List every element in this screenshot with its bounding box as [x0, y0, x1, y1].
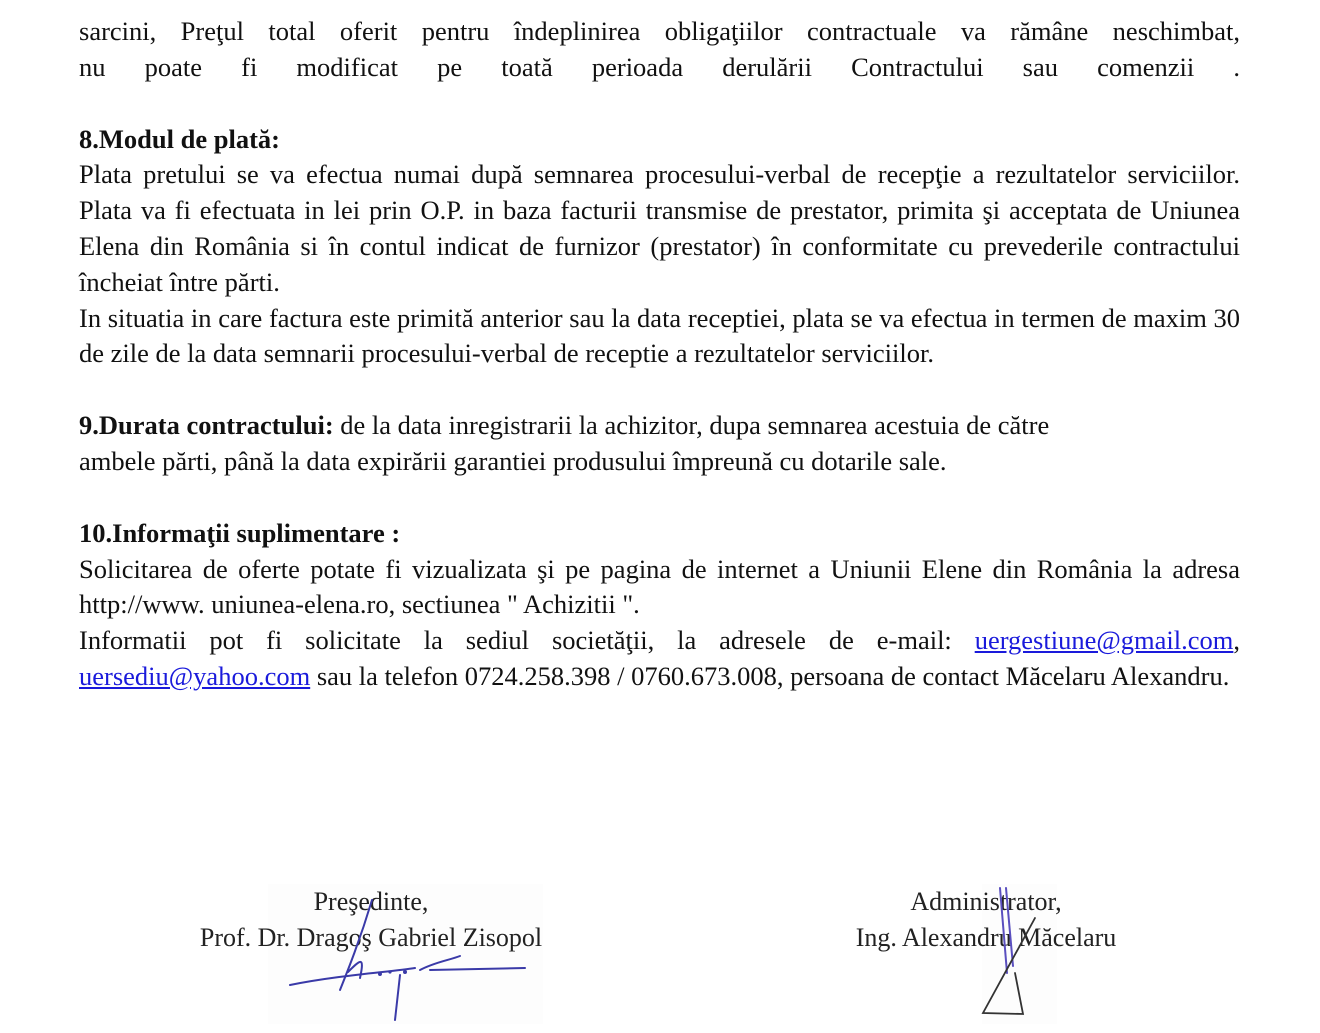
administrator-role: Administrator,: [910, 887, 1062, 916]
section7-line2: nu poate fi modificat pe toată perioada derulării Contractului sau comenzii .: [79, 51, 1240, 82]
email-link-uergestiune[interactable]: uergestiune@gmail.com: [974, 625, 1234, 656]
stroke-5: [420, 956, 460, 970]
contact-suffix: sau la telefon 0724.258.398 / 0760.673.008, persoana de contact Măcelaru Alexandru.: [310, 660, 1230, 691]
stroke-1: [1000, 888, 1007, 973]
president-role: Preşedinte,: [313, 887, 429, 916]
section9-line2: ambele părti, până la data expirării garantiei produsului împreună cu dotarile sale.: [79, 445, 947, 476]
section10-paragraph2: [79, 623, 1240, 695]
section9-text-line1: de la data inregistrarii la achizitor, dupa semnarea acestuia de către: [333, 410, 1050, 441]
administrator-name: Ing. Alexandru Măcelaru: [855, 923, 1117, 952]
section10-paragraph1: Solicitarea de oferte potate fi vizualizata şi pe pagina de internet a Uniunii Elene din România la adresa http://www. uniunea-elena.ro, sectiunea " Achizitii ".: [79, 553, 1240, 620]
president-name: Prof. Dr. Dragoş Gabriel Zisopol: [199, 923, 543, 952]
stroke-6: [430, 968, 525, 970]
section8-paragraph2: In situatia in care factura este primită anterior sau la data receptiei, plata se va efectua in termen de maxim 30 de zile de la data semnarii procesului-verbal de receptie a rezultatelor serviciilor.: [79, 302, 1240, 369]
contact-prefix: Informatii pot fi solicitate la sediul societăţii, la adresele de e-mail:: [79, 625, 975, 656]
stroke-4: [395, 975, 400, 1020]
comma: ,: [1233, 625, 1240, 656]
stroke-2: [1006, 888, 1013, 966]
signature-scribble-right-icon: [975, 878, 1065, 1028]
section7-line1: sarcini, Preţul total oferit pentru îndeplinirea obligaţiilor contractuale va rămâne neschimbat,: [79, 16, 1240, 46]
section8-paragraph1: Plata pretului se va efectua numai după semnarea procesului-verbal de recepţie a rezultatelor serviciilor. Plata va fi efectuata in lei prin O.P. in baza facturii transmise de prestator, primita şi acceptata de Uniunea Elena din România si în contul indicat de furnizor (prestator) în conformitate cu prevederile contractului încheiat între părti.: [79, 159, 1240, 297]
stroke-2: [340, 900, 372, 990]
section9-line1: [79, 408, 1240, 444]
section10-heading: 10.Informaţii suplimentare :: [79, 517, 401, 548]
document-page: [79, 14, 1240, 695]
section9-heading: 9.Durata contractului:: [79, 410, 334, 441]
stroke-1: [290, 968, 415, 985]
signature-scribble-left-icon: [280, 880, 580, 1020]
email-link-uersediu[interactable]: uersediu@yahoo.com: [79, 660, 311, 691]
section8-heading: 8.Modul de plată:: [79, 123, 280, 154]
